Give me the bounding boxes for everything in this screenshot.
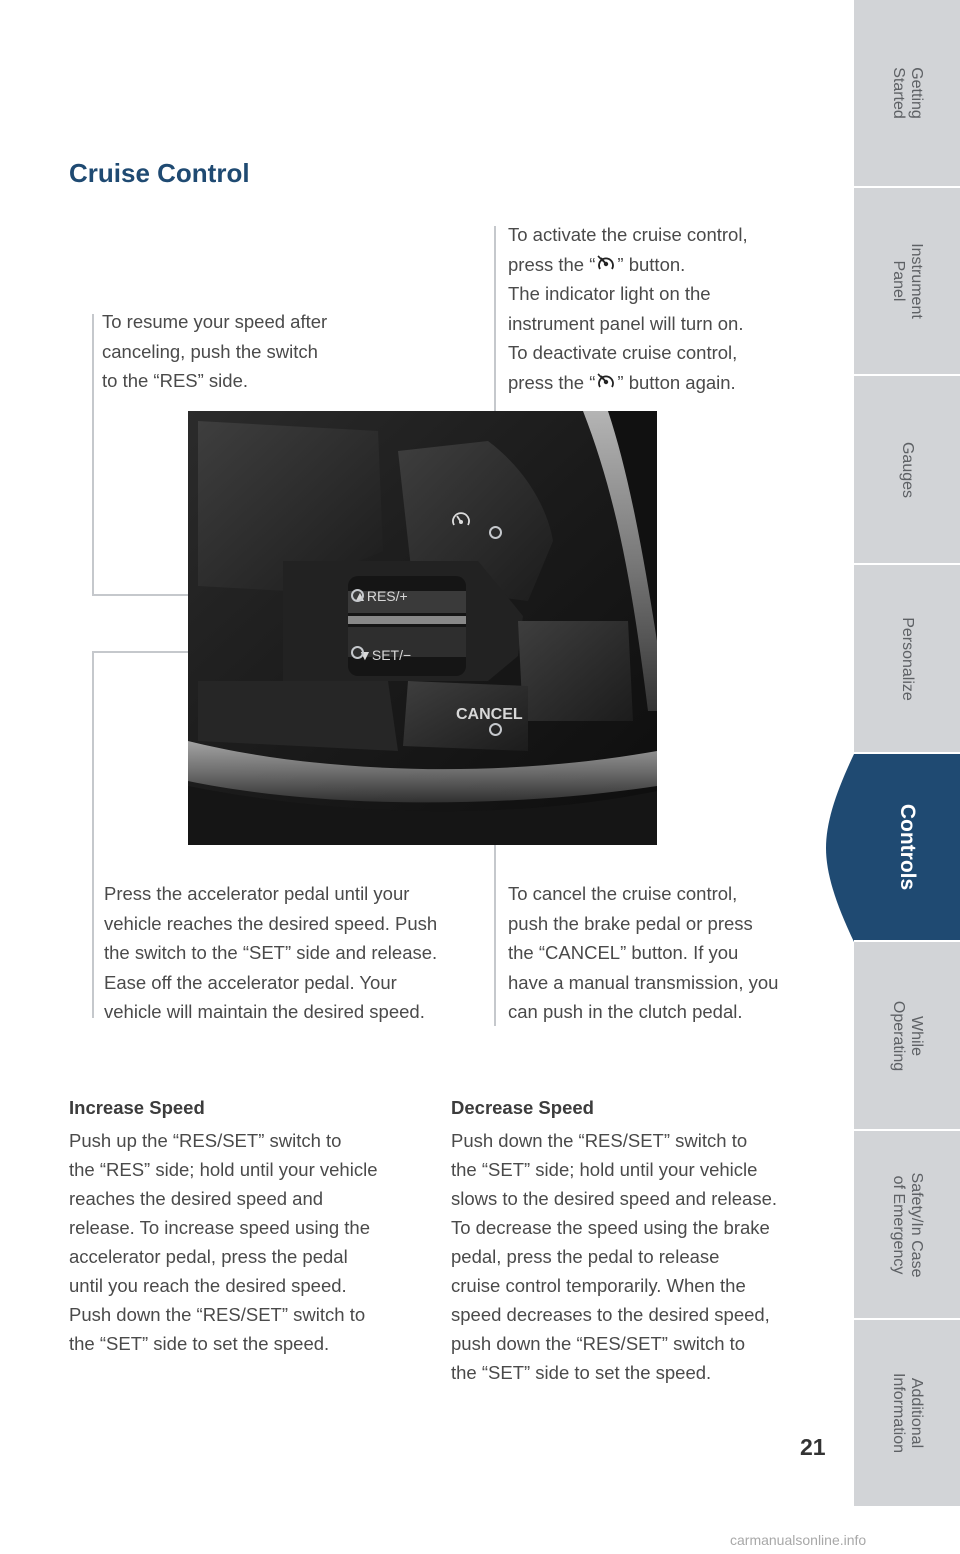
- leader-resume-vertical: [92, 314, 94, 596]
- cancel-button-label: CANCEL: [456, 706, 523, 723]
- increase-speed-line: accelerator pedal, press the pedal: [69, 1246, 348, 1267]
- callout-activate-line: instrument panel will turn on.: [508, 312, 744, 334]
- tab-label: While Operating: [890, 1000, 925, 1071]
- increase-speed-line: reaches the desired speed and: [69, 1188, 324, 1209]
- section-tabs: [854, 0, 960, 1554]
- tab-getting-started[interactable]: [854, 0, 960, 188]
- callout-activate-text: ” button again.: [617, 371, 736, 393]
- decrease-speed-line: speed decreases to the desired speed,: [451, 1304, 770, 1325]
- increase-speed-heading: Increase Speed: [69, 1097, 205, 1118]
- callout-resume-line: canceling, push the switch: [102, 340, 318, 362]
- decrease-speed-line: push down the “RES/SET” switch to: [451, 1333, 746, 1354]
- callout-activate-line: To deactivate cruise control,: [508, 342, 738, 363]
- callout-activate-line: [508, 368, 748, 398]
- tab-label: Instrument Panel: [890, 243, 925, 319]
- callout-activate-line: To activate the cruise control,: [508, 224, 748, 245]
- callout-cancel: [494, 879, 778, 1027]
- increase-speed-line: Push down the “RES/SET” switch to: [69, 1304, 366, 1325]
- decrease-speed-body: [451, 1126, 777, 1387]
- tab-gauges[interactable]: [854, 376, 960, 565]
- callout-set-line: vehicle reaches the desired speed. Push: [104, 912, 438, 934]
- callout-cancel-line: have a manual transmission, you: [508, 971, 779, 993]
- tab-controls[interactable]: [854, 754, 960, 942]
- callout-cancel-line: can push in the clutch pedal.: [508, 1001, 743, 1022]
- callout-cancel-line: To cancel the cruise control,: [508, 883, 738, 904]
- tab-safety-emergency[interactable]: [854, 1131, 960, 1320]
- decrease-speed-line: the “SET” side; hold until your vehicle: [451, 1159, 758, 1180]
- active-tab-pointer: [826, 754, 854, 942]
- res-switch-label: ▲RES/+: [353, 588, 408, 604]
- set-switch-label: ▼SET/−: [358, 647, 412, 663]
- tab-label: Gauges: [899, 441, 916, 498]
- callout-activate-text: press the “: [508, 371, 596, 393]
- callout-activate-text: press the “: [508, 253, 596, 275]
- callout-cancel-line: the “CANCEL” button. If you: [508, 942, 739, 963]
- steering-wheel-switch-photo: [188, 411, 657, 845]
- callout-dot-resume: [351, 589, 364, 602]
- page-title: Cruise Control: [69, 158, 250, 188]
- callout-set-line: vehicle will maintain the desired speed.: [104, 1001, 425, 1022]
- callout-dot-set: [351, 646, 364, 659]
- callout-activate: [494, 220, 748, 397]
- callout-dot-activate: [489, 526, 502, 539]
- increase-speed-line: until you reach the desired speed.: [69, 1275, 347, 1296]
- cruise-control-icon: [596, 372, 616, 392]
- callout-set-line: Ease off the accelerator pedal. Your: [104, 971, 397, 993]
- increase-speed-line: Push up the “RES/SET” switch to: [69, 1130, 342, 1151]
- callout-dot-cancel: [489, 723, 502, 736]
- tab-label: Controls: [896, 803, 919, 891]
- increase-speed-line: release. To increase speed using the: [69, 1217, 370, 1238]
- increase-speed-body: [69, 1126, 377, 1358]
- tab-label: Getting Started: [890, 67, 925, 119]
- decrease-speed-line: To decrease the speed using the brake: [451, 1217, 770, 1238]
- callout-resume: [92, 307, 327, 396]
- decrease-speed-line: Push down the “RES/SET” switch to: [451, 1130, 748, 1151]
- tab-personalize[interactable]: [854, 565, 960, 754]
- tab-additional-information[interactable]: [854, 1320, 960, 1508]
- decrease-speed-line: pedal, press the pedal to release: [451, 1246, 720, 1267]
- callout-set-line: the switch to the “SET” side and release.: [104, 942, 438, 963]
- page-number: 21: [800, 1434, 826, 1460]
- callout-activate-text: ” button.: [617, 253, 686, 275]
- tab-while-operating[interactable]: [854, 942, 960, 1131]
- increase-speed-line: the “RES” side; hold until your vehicle: [69, 1159, 378, 1180]
- increase-speed-line: the “SET” side to set the speed.: [69, 1333, 330, 1354]
- tab-label: Safety/In Case of Emergency: [890, 1172, 925, 1277]
- decrease-speed-line: slows to the desired speed and release.: [451, 1188, 778, 1209]
- tab-label: Additional Information: [890, 1372, 925, 1454]
- callout-set-line: Press the accelerator pedal until your: [104, 883, 410, 904]
- callout-activate-line: [508, 250, 748, 280]
- callout-resume-line: to the “RES” side.: [102, 370, 249, 391]
- cruise-control-icon: [596, 254, 616, 274]
- decrease-speed-line: the “SET” side to set the speed.: [451, 1362, 712, 1383]
- tab-label: Personalize: [899, 616, 916, 701]
- tab-instrument-panel[interactable]: [854, 188, 960, 376]
- callout-set: [92, 879, 437, 1027]
- decrease-speed-heading: Decrease Speed: [451, 1097, 594, 1118]
- callout-cancel-line: push the brake pedal or press: [508, 912, 753, 934]
- callout-resume-line: To resume your speed after: [102, 311, 328, 332]
- decrease-speed-line: cruise control temporarily. When the: [451, 1275, 746, 1296]
- callout-activate-line: The indicator light on the: [508, 283, 711, 304]
- footer-watermark: carmanualsonline.info: [730, 1532, 867, 1548]
